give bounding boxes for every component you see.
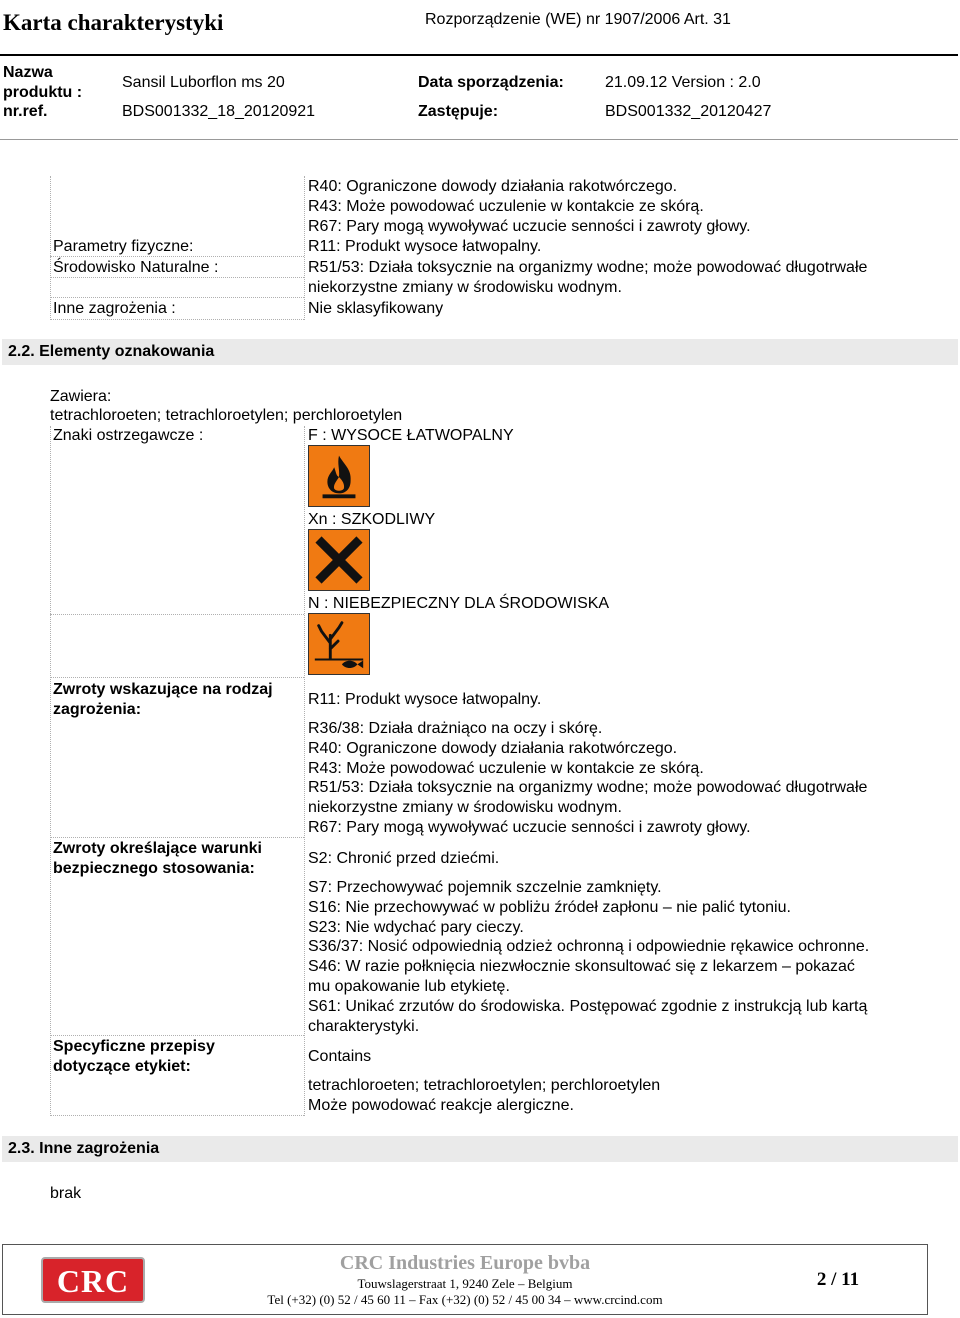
ref-label: nr.ref. — [3, 103, 48, 120]
env-value-line-2: niekorzystne zmiany w środowisku wodnym. — [308, 279, 622, 296]
list-item: R67: Pary mogą wywoływać uczucie senności i zawroty głowy. — [308, 818, 751, 836]
cross-icon — [308, 529, 370, 591]
r-phrases-label-line-2: zagrożenia: — [53, 701, 142, 718]
ref-value: BDS001332_18_20120921 — [122, 103, 316, 120]
date-value: 21.09.12 Version : 2.0 — [605, 74, 761, 91]
product-label-line-1: Nazwa — [3, 64, 53, 81]
list-item: S46: W razie połknięcia niezwłocznie skonsultować się z lekarzem – pokazać — [308, 958, 855, 976]
s-phrases-list — [308, 878, 869, 1036]
physical-label: Parametry fizyczne: — [53, 238, 194, 255]
hazard-r43: R43: Może powodować uczulenie w kontakcie ze skórą. — [308, 198, 704, 215]
physical-value: R11: Produkt wysoce łatwopalny. — [308, 238, 542, 255]
contains-value: tetrachloroeten; tetrachloroetylen; perchloroetylen — [50, 407, 403, 424]
r-phrase-r11: R11: Produkt wysoce łatwopalny. — [308, 691, 542, 708]
logo-text: CRC — [56, 1263, 130, 1299]
section-2-3-header — [2, 1136, 958, 1162]
replaces-label: Zastępuje: — [418, 103, 499, 120]
hazard-r67: R67: Pary mogą wywoływać uczucie senności i zawroty głowy. — [308, 218, 751, 235]
env-value-line-1: R51/53: Działa toksycznie na organizmy wodne; może powodować długotrwałe — [308, 259, 868, 276]
company-address: Touwslagerstraat 1, 9240 Zele – Belgium — [357, 1276, 573, 1291]
list-item: S23: Nie wdychać pary cieczy. — [308, 918, 524, 936]
replaces-value: BDS001332_20120427 — [605, 103, 772, 120]
warning-signs-label: Znaki ostrzegawcze : — [53, 427, 204, 444]
list-item: charakterystyki. — [308, 1017, 420, 1035]
row-divider — [50, 319, 304, 320]
specific-contains: Contains — [308, 1048, 372, 1065]
product-name: Sansil Luborflon ms 20 — [122, 74, 285, 91]
row-divider — [50, 1035, 304, 1036]
row-divider — [50, 297, 304, 298]
hazard-r40: R40: Ograniczone dowody działania rakotwórczego. — [308, 178, 678, 195]
regulation-reference: Rozporządzenie (WE) nr 1907/2006 Art. 31 — [425, 11, 731, 28]
list-item: S61: Unikać zrzutów do środowiska. Postępować zgodnie z instrukcją lub kartą — [308, 997, 868, 1015]
section-2-3-value: brak — [50, 1185, 82, 1202]
symbol-n-label: N : NIEBEZPIECZNY DLA ŚRODOWISKA — [308, 595, 610, 612]
env-label: Środowisko Naturalne : — [53, 259, 219, 276]
s-phrases-label-line-2: bezpiecznego stosowania: — [53, 860, 255, 877]
header-bottom-rule — [0, 139, 958, 140]
s-phrases-label-line-1: Zwroty określające warunki — [53, 840, 262, 857]
document-title: Karta charakterystyki — [3, 10, 224, 35]
specific-label-line-1: Specyficzne przepisy — [53, 1038, 215, 1055]
row-divider — [50, 614, 304, 615]
section-2-2-title: 2.2. Elementy oznakowania — [8, 343, 215, 360]
table-border-mid — [304, 426, 305, 1116]
list-item: R36/38: Działa drażniąco na oczy i skórę. — [308, 720, 603, 737]
company-contact: Tel (+32) (0) 52 / 45 60 11 – Fax (+32) (0) 52 / 45 00 34 – www.crcind.com — [267, 1292, 663, 1307]
specific-label-line-2: dotyczące etykiet: — [53, 1058, 191, 1075]
row-divider — [50, 1115, 304, 1116]
section-2-2-header — [2, 339, 958, 365]
row-divider — [50, 677, 304, 678]
list-item: R43: Może powodować uczulenie w kontakcie ze skórą. — [308, 759, 704, 777]
list-item: S36/37: Nosić odpowiednią odzież ochronną i odpowiednie rękawice ochronne. — [308, 938, 870, 956]
list-item: tetrachloroeten; tetrachloroetylen; perchloroetylen — [308, 1077, 661, 1094]
date-label: Data sporządzenia: — [418, 74, 564, 91]
product-label-line-2: produktu : — [3, 84, 83, 101]
company-name: CRC Industries Europe bvba — [339, 1252, 591, 1274]
symbol-f-label: F : WYSOCE ŁATWOPALNY — [308, 427, 514, 444]
row-divider — [50, 837, 304, 838]
crc-logo — [41, 1257, 145, 1303]
page-number: 2 / 11 — [816, 1269, 860, 1290]
list-item: mu opakowanie lub etykietę. — [308, 977, 510, 995]
r-phrases-list — [308, 719, 867, 838]
flame-icon — [308, 445, 370, 507]
table-border-left — [50, 426, 51, 1116]
list-item: Może powodować reakcje alergiczne. — [308, 1096, 574, 1114]
footer — [2, 1244, 928, 1315]
list-item: S7: Przechowywać pojemnik szczelnie zamknięty. — [308, 879, 662, 896]
contains-label: Zawiera: — [50, 388, 112, 405]
table-border-mid — [304, 176, 305, 320]
section-2-3-title: 2.3. Inne zagrożenia — [8, 1140, 160, 1157]
list-item: S16: Nie przechowywać w pobliżu źródeł zapłonu – nie palić tytoniu. — [308, 898, 791, 916]
list-item: R40: Ograniczone dowody działania rakotwórczego. — [308, 739, 678, 757]
table-border-left — [50, 176, 51, 320]
header-rule — [0, 54, 958, 56]
s-phrase-s2: S2: Chronić przed dziećmi. — [308, 850, 500, 867]
other-value: Nie sklasyfikowany — [308, 300, 444, 317]
symbol-xn-label: Xn : SZKODLIWY — [308, 511, 436, 528]
specific-list — [308, 1076, 660, 1116]
list-item: niekorzystne zmiany w środowisku wodnym. — [308, 799, 622, 817]
list-item: R51/53: Działa toksycznie na organizmy wodne; może powodować długotrwałe — [308, 779, 868, 797]
dead-tree-fish-icon — [308, 613, 370, 675]
other-label: Inne zagrożenia : — [53, 300, 176, 317]
r-phrases-label-line-1: Zwroty wskazujące na rodzaj — [53, 681, 273, 698]
